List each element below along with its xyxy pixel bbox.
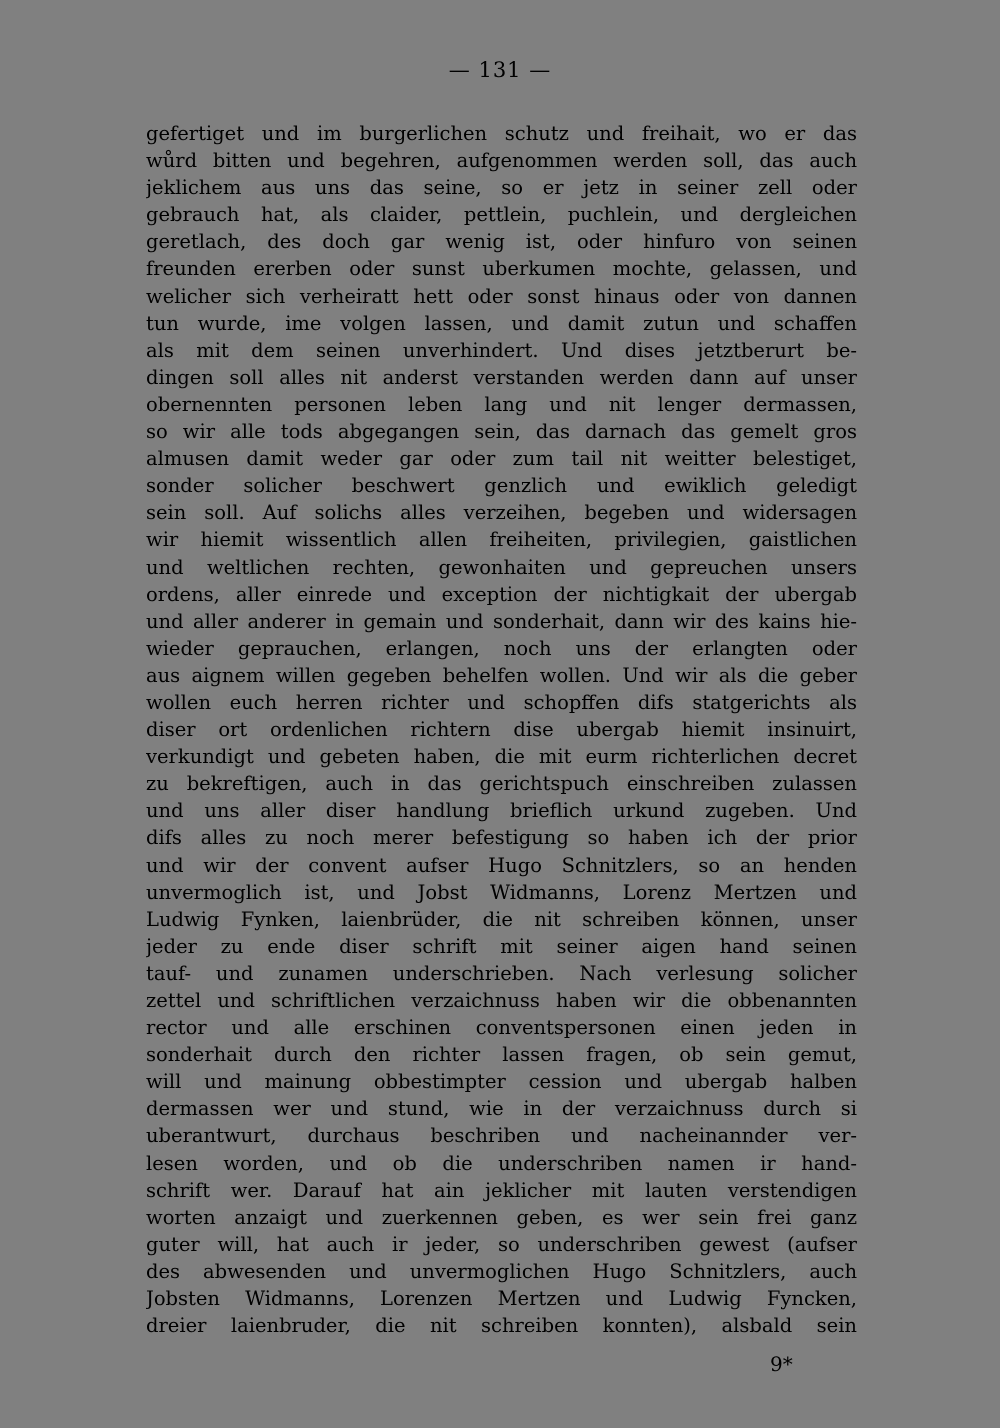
text-line: Ludwig Fynken, laienbrüder, die nit schreiben können, unser [146, 907, 857, 931]
text-line: guter will, hat auch ir jeder, so underschriben gewest (aufser [146, 1232, 857, 1256]
text-line: sein soll. Auf solichs alles verzeihen, begeben und widersagen [146, 501, 857, 525]
text-line: und uns aller diser handlung brieflich urkund zugeben. Und [146, 799, 857, 823]
body-text [146, 120, 857, 1339]
text-line: dingen soll alles nit anderst verstanden werden dann auf unser [146, 365, 857, 389]
text-line: rector und alle erschinen conventspersonen einen jeden in [146, 1016, 857, 1040]
text-line: lesen worden, und ob die underschriben namen ir hand- [146, 1151, 857, 1175]
text-line: wůrd bitten und begehren, aufgenommen werden soll, das auch [146, 149, 857, 173]
text-line: wir hiemit wissentlich allen freiheiten, privilegien, gaistlichen [146, 528, 857, 552]
text-line: und aller anderer in gemain und sonderhait, dann wir des kains hie- [146, 609, 857, 633]
text-line: tun wurde, ime volgen lassen, und damit zutun und schaffen [146, 311, 857, 335]
text-line: zu bekreftigen, auch in das gerichtspuch einschreiben zulassen [146, 772, 857, 796]
text-line: wieder geprauchen, erlangen, noch uns der erlangten oder [146, 636, 857, 660]
text-line: als mit dem seinen unverhindert. Und dises jetztberurt be- [146, 338, 857, 362]
text-line: welicher sich verheiratt hett oder sonst hinaus oder von dannen [146, 284, 857, 308]
text-line: uberantwurt, durchaus beschriben und nacheinannder ver- [146, 1124, 857, 1148]
text-line: sonderhait durch den richter lassen fragen, ob sein gemut, [146, 1043, 857, 1067]
text-line: so wir alle tods abgegangen sein, das darnach das gemelt gros [146, 420, 857, 444]
text-line: schrift wer. Darauf hat ain jeklicher mit lauten verstendigen [146, 1178, 857, 1202]
text-line: freunden ererben oder sunst uberkumen mochte, gelassen, und [146, 257, 857, 281]
text-line: aus aignem willen gegeben behelfen wollen. Und wir als die geber [146, 663, 857, 687]
text-line: sonder solicher beschwert genzlich und ewiklich geledigt [146, 474, 857, 498]
text-line: zettel und schriftlichen verzaichnuss haben wir die obbenannten [146, 989, 857, 1012]
text-line: ordens, aller einrede und exception der nichtigkait der ubergab [146, 582, 857, 606]
text-line: jeklichem aus uns das seine, so er jetz in seiner zell oder [146, 176, 857, 200]
printer-signature-mark: 9* [770, 1352, 793, 1376]
text-line: worten anzaigt und zuerkennen geben, es wer sein frei ganz [146, 1205, 857, 1229]
text-line: almusen damit weder gar oder zum tail nit weitter belestiget, [146, 447, 857, 471]
text-line: wollen euch herren richter und schopffen difs statgerichts als [146, 690, 857, 714]
text-line: unvermoglich ist, und Jobst Widmanns, Lorenz Mertzen und [146, 880, 857, 904]
text-line: tauf- und zunamen underschrieben. Nach verlesung solicher [146, 961, 857, 985]
text-line: gebrauch hat, als claider, pettlein, puchlein, und dergleichen [146, 203, 857, 227]
text-line: diser ort ordenlichen richtern dise ubergab hiemit insinuirt, [146, 718, 857, 742]
text-line: dermassen wer und stund, wie in der verzaichnuss durch si [146, 1097, 857, 1121]
text-line: gefertiget und im burgerlichen schutz und freihait, wo er das [146, 122, 857, 145]
text-line: obernennten personen leben lang und nit lenger dermassen, [146, 392, 857, 416]
text-line: geretlach, des doch gar wenig ist, oder hinfuro von seinen [146, 230, 857, 254]
text-line: und weltlichen rechten, gewonhaiten und gepreuchen unsers [146, 555, 857, 579]
text-line: will und mainung obbestimpter cession und ubergab halben [146, 1070, 857, 1094]
text-line: jeder zu ende diser schrift mit seiner aigen hand seinen [146, 934, 857, 958]
page-number: — 131 — [448, 58, 552, 82]
text-line: des abwesenden und unvermoglichen Hugo Schnitzlers, auch [146, 1259, 857, 1283]
text-line: verkundigt und gebeten haben, die mit eurm richterlichen decret [146, 745, 857, 769]
text-line: difs alles zu noch merer befestigung so haben ich der prior [146, 826, 857, 850]
text-line: Jobsten Widmanns, Lorenzen Mertzen und Ludwig Fyncken, [146, 1287, 857, 1311]
text-line: und wir der convent aufser Hugo Schnitzlers, so an henden [146, 853, 857, 877]
text-line: dreier laienbruder, die nit schreiben konnten), alsbald sein [146, 1314, 857, 1338]
